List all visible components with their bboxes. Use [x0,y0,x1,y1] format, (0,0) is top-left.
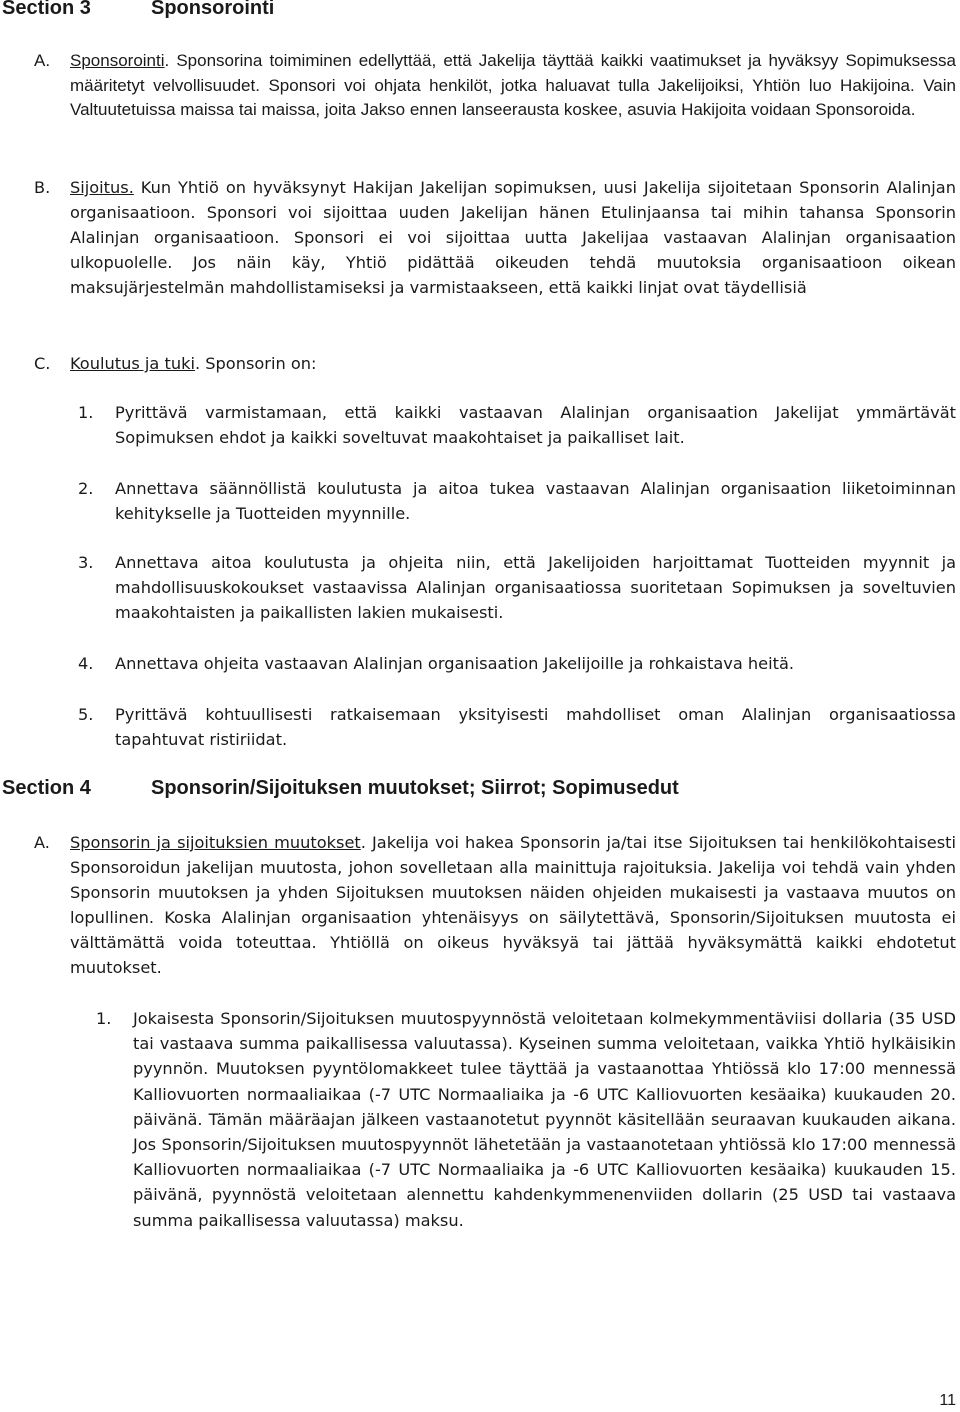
list-item-number: 1. [78,403,94,422]
list-item: Jokaisesta Sponsorin/Sijoituksen muutospyynnöstä veloitetaan kolmekymmentäviisi dollaria (35 USD tai vastaava summa paikallisessa valuutassa). Kyseinen summa veloitetaan, vaikka Yhtiö hylkäisikin pyynnön. Muutoksen pyyntölomakkeet tulee täyttää ja vastaanottaa Yhtiössä klo 17:00 mennessä Kalliovuorten normaaliaikaa (-7 UTC Normaaliaika ja -6 UTC Kalliovuorten kesäaika) kuukauden 20. päivänä. Tämän määräajan jälkeen vastaanotetut pyynnöt käsitellään seuraavan kuukauden aikana. Jos Sponsorin/Sijoituksen muutospyynnöt lähetetään ja vastaanotetaan yhtiössä klo 17:00 mennessä Kalliovuorten normaaliaikaa (-7 UTC Normaaliaika ja -6 UTC Kalliovuorten kesäaika) kuukauden 15. päivänä, pyynnöstä veloitetaan alennettu kahdenkymmenenviiden dollarin (25 USD tai vastaava summa paikallisessa valuutassa) maksu. [133,1009,956,1230]
list-item-number: 5. [78,705,94,724]
clause-letter: B. [34,178,51,197]
clause-4a [70,830,956,980]
clause-letter: C. [34,354,51,373]
page-number: 11 [939,1392,956,1409]
clause-heading: Sponsorin ja sijoituksien muutokset [70,833,361,852]
clause-letter: A. [34,833,50,852]
clause-text: Kun Yhtiö on hyväksynyt Hakijan Jakelijan sopimuksen, uusi Jakelija sijoitetaan Sponsorin Alalinjan organisaatioon. Sponsori voi sijoittaa uuden Jakelijan hänen Etulinjaansa tai mihin tahansa Sponsorin Alalinjan organisaatioon. Sponsori ei voi sijoittaa uutta Jakelijaa vastaavan Alalinjan organisaation ulkopuolelle. Jos näin käy, Yhtiö pidättää oikeuden tehdä muutoksia organisaatioon oikean maksujärjestelmän mahdollistamiseksi ja varmistaakseen, että kaikki linjat ovat täydellisiä [70,178,956,297]
list-item-number: 4. [78,654,94,673]
clause-letter: A. [34,51,51,70]
list-item-number: 3. [78,553,94,572]
list-item: Annettava säännöllistä koulutusta ja aitoa tukea vastaavan Alalinjan organisaation liiketoiminnan kehitykselle ja Tuotteiden myynnille. [115,479,956,523]
section-number: Section 4 [2,777,91,799]
clause-heading: Sijoitus. [70,178,134,197]
clause-text: . Jakelija voi hakea Sponsorin ja/tai itse Sijoituksen tai henkilökohtaisesti Sponsoroidun jakelijan muutosta, johon sovelletaan alla mainittuja rajoituksia. Jakelija voi tehdä vain yhden Sponsorin muutoksen ja yhden Sijoituksen muutoksen näiden ohjeiden mukaisesti ja vastaava muutos on lopullinen. Koska Alalinjan organisaation yhtenäisyys on säilytettävä, Sponsorin/Sijoituksen muutosta ei välttämättä voida toteuttaa. Yhtiöllä on oikeus hyväksyä tai jättää hyväksymättä kaikki ehdotetut muutokset. [70,833,957,977]
clause-3b [70,175,956,300]
clause-heading: Koulutus ja tuki [70,354,195,373]
clause-3a [70,49,956,123]
list-item: Annettava aitoa koulutusta ja ohjeita niin, että Jakelijoiden harjoittamat Tuotteiden myynnit ja mahdollisuuskokoukset vastaavissa Alalinjan organisaatiossa suoritetaan Sopimuksen ja soveltuvien maakohtaisten ja paikallisten lakien mukaisesti. [115,553,956,622]
list-item: Annettava ohjeita vastaavan Alalinjan organisaation Jakelijoille ja rohkaistava heitä. [115,654,795,673]
clause-3c [70,351,956,376]
list-item: Pyrittävä kohtuullisesti ratkaisemaan yksityisesti mahdolliset oman Alalinjan organisaatiossa tapahtuvat ristiriidat. [115,705,956,749]
clause-text: . Sponsorin on: [194,354,317,373]
list-item-number: 2. [78,479,94,498]
list-item: Pyrittävä varmistamaan, että kaikki vastaavan Alalinjan organisaation Jakelijat ymmärtävät Sopimuksen ehdot ja kaikki soveltuvat maakohtaiset ja paikalliset lait. [115,403,956,447]
list-item-number: 1. [96,1009,112,1028]
section-title: Sponsorointi [151,0,275,19]
section-title: Sponsorin/Sijoituksen muutokset; Siirrot; Sopimusedut [151,777,679,799]
clause-heading: Sponsorointi [70,51,165,70]
section-number: Section 3 [2,0,91,19]
clause-text: . Sponsorina toimiminen edellyttää, että Jakelija täyttää kaikki vaatimukset ja hyväksyy Sopimuksessa määritetyt velvollisuudet. Sponsori voi ohjata henkilöt, jotka haluavat tulla Jakelijoiksi, Yhtiön luo Hakijoina. Vain Valtuutetuissa maissa tai maissa, joita Jakso ennen lanseerausta koskee, asuvia Hakijoita voidaan Sponsoroida. [70,51,956,119]
